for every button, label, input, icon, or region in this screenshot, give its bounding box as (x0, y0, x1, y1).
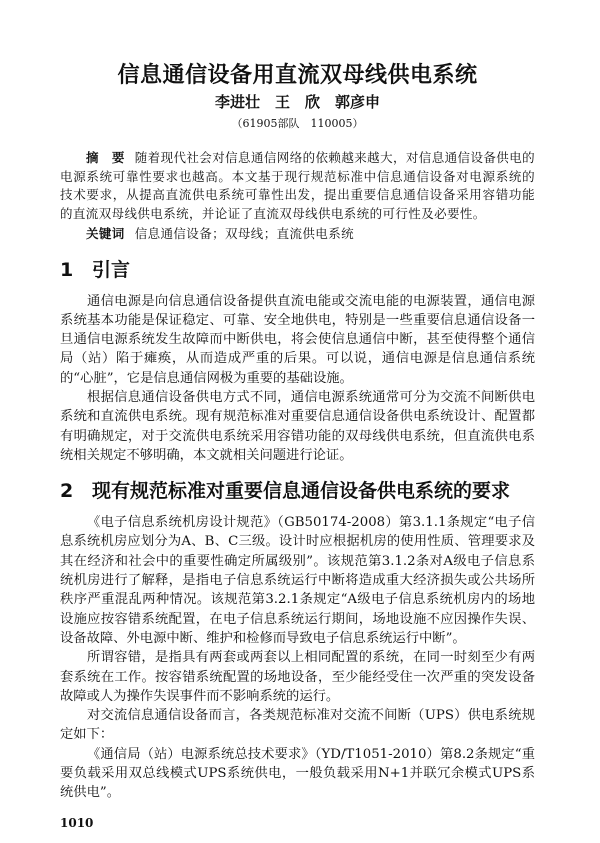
paragraph: 所谓容错，是指具有两套或两套以上相同配置的系统，在同一时刻至少有两套系统在工作。按容错系统配置的场地设备，至少能经受住一次严重的突发设备故障或人为操作失误事件而不影响系统的运行。 (60, 650, 535, 704)
keywords (60, 225, 535, 244)
keywords-label: 关键词 (86, 226, 125, 241)
paragraph: 通信电源是向信息通信设备提供直流电能或交流电能的电源装置，通信电源系统基本功能是保证稳定、可靠、安全地供电，特别是一些重要信息通信设备一旦通信电源系统发生故障而中断供电，将会使信息通信中断，甚至使得整个通信局（站）陷于瘫痪，从而造成严重的后果。可以说，通信电源是信息通信系统的“心脏”，它是信息通信网极为重要的基础设施。 (60, 293, 535, 386)
section-number: 2 (60, 480, 74, 503)
abstract-label: 摘 要 (86, 150, 125, 165)
paragraph: 《通信局（站）电源系统总技术要求》（YD/T1051-2010）第8.2条规定“重要负载采用双总线模式UPS系统供电，一般负载采用N+1并联冗余模式UPS系统供电”。 (60, 746, 535, 801)
affiliation: （61905部队 110005） (231, 117, 364, 130)
paper-title: 信息通信设备用直流双母线供电系统 (117, 63, 478, 88)
keywords-text: 信息通信设备；双母线；直流供电系统 (134, 226, 355, 241)
abstract (60, 149, 535, 223)
section-number: 1 (60, 258, 74, 281)
paragraph: 对交流信息通信设备而言，各类规范标准对交流不间断（UPS）供电系统规定如下： (60, 708, 535, 743)
abstract-text: 随着现代社会对信息通信网络的依赖越来越大，对信息通信设备供电的电源系统可靠性要求也越高。本文基于现行规范标准中信息通信设备对电源系统的技术要求，从提高直流供电系统可靠性出发，提出重要信息通信设备采用容错功能的直流双母线供电系统，并论证了直流双母线供电系统的可行性及必要性。 (60, 150, 536, 221)
paragraph: 《电子信息系统机房设计规范》（GB50174-2008）第3.1.1条规定“电子信息系统机房应划分为A、B、C三级。设计时应根据机房的使用性质、管理要求及其在经济和社会中的重要性确定所属级别”。该规范第3.1.2条对A级电子信息系统机房进行了解释，是指电子信息系统运行中断将造成重大经济损失或公共场所秩序严重混乱两种情况。该规范第3.2.1条规定“A级电子信息系统机房内的场地设施应按容错系统配置，在电子信息系统运行期间，场地设施不应因操作失误、设备故障、外电源中断、维护和检修而导致电子信息系统运行中断”。 (60, 515, 535, 646)
page-number: 1010 (60, 815, 94, 830)
section-2-body (60, 513, 535, 802)
paragraph: 根据信息通信设备供电方式不同，通信电源系统通常可分为交流不间断供电系统和直流供电系统。现有规范标准对重要信息通信设备供电系统设计、配置都有明确规定，对于交流供电系统采用容错功能的双母线供电系统，但直流供电系统相关规定不够明确，本文就相关问题进行论证。 (60, 389, 535, 463)
section-title: 现有规范标准对重要信息通信设备供电系统的要求 (92, 480, 511, 503)
section-title: 引言 (92, 258, 131, 281)
authors: 李进壮 王 欣 郭彦申 (214, 93, 380, 111)
section-1-body (60, 292, 535, 466)
section-heading-1 (60, 258, 535, 282)
section-heading-2 (60, 479, 535, 503)
